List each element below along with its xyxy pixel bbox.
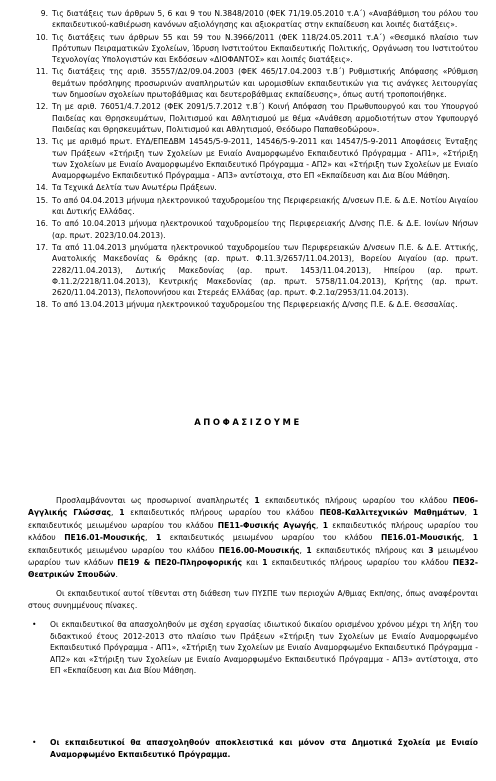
item-text: Τα Τεχνικά Δελτία των Ανωτέρω Πράξεων.: [52, 183, 217, 193]
decision-heading: ΑΠΟΦΑΣΙΖΟΥΜΕ: [194, 417, 302, 427]
hiring-paragraph: [28, 495, 478, 582]
emphasis-segment: ΠΕ19 & ΠΕ20-Πληροφορικής: [117, 558, 242, 568]
text-segment: ,: [316, 520, 323, 530]
bullet-icon: •: [32, 620, 37, 629]
list-item: [28, 737, 478, 760]
text-segment: εκπαιδευτικός πλήρους ωραρίου του κλάδου: [28, 520, 478, 543]
text-segment: ,: [461, 533, 473, 543]
item-number: 18.: [35, 300, 48, 310]
emphasis-segment: ΠΕ16.00-Μουσικής: [218, 545, 300, 555]
list-item: [28, 619, 478, 677]
list-item: [35, 66, 478, 100]
item-text: Τις διατάξεις της αριθ. 35557/Δ2/09.04.2003 (ΦΕΚ 465/17.04.2003 τ.Β΄) Ρυθμιστικής Απόφασης «Ρύθμιση θεμάτων πρόσληψης προσωρινών αναπληρωτών και ωρομισθίων εκπαιδευτικών για τις ανάγκες λειτουργίας των δημοσίων σχολείων πρωτοβάθμιας και δευτεροβάθμιας εκπαίδευσης», όπως αυτή τροποποιήθηκε.: [52, 67, 478, 100]
considerations-list: [35, 8, 478, 312]
text-segment: .: [115, 570, 118, 580]
assignment-paragraph: Οι εκπαιδευτικοί αυτοί τίθενται στη διάθεση των ΠΥΣΠΕ των περιοχών Α/θμιας Εκπ/σης, όπως αναφέρονται στους συνημμένους πίνακες.: [28, 589, 478, 611]
emphasis-segment: 1: [322, 520, 328, 530]
item-number: 10.: [35, 32, 48, 42]
text-segment: ,: [145, 533, 156, 543]
item-number: 9.: [40, 9, 48, 18]
item-text: Το από 04.04.2013 μήνυμα ηλεκτρονικού ταχυδρομείου της Περιφερειακής Δ/νσεων Π.Ε. & Δ.Ε. Νοτίου Αιγαίου και Δυτικής Ελλάδας.: [52, 195, 478, 217]
text-segment: εκπαιδευτικός πλήρους και: [311, 545, 429, 555]
item-number: 12.: [35, 102, 48, 112]
employment-terms-text: Οι εκπαιδευτικοί θα απασχοληθούν με σχέση εργασίας ιδιωτικού δικαίου ορισμένου χρόνου μέχρι τη λήξη του διδακτικού έτους 2012-2013 στο πλαίσιο των Πράξεων «Στήριξη των Σχολείων με Ενιαίο Αναμορφωμένο Εκπαιδευτικό Πρόγραμμα - ΑΠ1», «Στήριξη των Σχολείων με Ενιαίο Αναμορφωμένο Εκπαιδευτικό Πρόγραμμα - ΑΠ2» και «Στήριξη των Σχολείων με Ενιαίο Αναμορφωμένο Εκπαιδευτικό Πρόγραμμα - ΑΠ3» αντίστοιχα, στο ΕΠ «Εκπαίδευση και Δια Βίου Μάθηση.: [50, 620, 478, 676]
text-segment: εκπαιδευτικός πλήρους ωραρίου του κλάδου: [124, 508, 320, 518]
item-number: 11.: [35, 67, 48, 77]
item-number: 16.: [35, 219, 48, 229]
text-segment: ,: [299, 545, 307, 555]
text-segment: εκπαιδευτικός μειωμένου ωραρίου του κλάδου: [28, 520, 218, 530]
bullet-icon: •: [32, 738, 37, 747]
text-segment: εκπαιδευτικός πλήρους ωραρίου του κλάδου: [267, 558, 453, 568]
item-text: Το από 13.04.2013 μήνυμα ηλεκτρονικού ταχυδρομείου της Περιφερειακής Δ/νσης Π.Ε. & Δ.Ε. Θεσσαλίας.: [52, 300, 458, 310]
emphasis-segment: 1: [262, 558, 268, 568]
list-item: [35, 195, 478, 218]
item-text: Τις διατάξεις των άρθρων 55 και 59 του Ν.3966/2011 (ΦΕΚ 118/24.05.2011 τ.Α΄) «Θεσμικό πλαίσιο των Πρότυπων Πειραματικών Σχολείων, Ίδρυση Ινστιτούτου Εκπαιδευτικής Πολιτικής, Οργάνωση του Ινστιτούτου Τεχνολογίας Υπολογιστών και Εκδόσεων «ΔΙΟΦΑΝΤΟΣ» και λοιπές διατάξεις».: [52, 32, 478, 65]
text-segment: Προσλαμβάνονται ως προσωρινοί αναπληρωτές: [56, 496, 255, 505]
emphasis-segment: ΠΕ32-Θεατρικών Σπουδών: [28, 558, 478, 580]
list-item: [35, 242, 478, 298]
emphasis-segment: 1: [306, 545, 312, 555]
emphasis-segment: 1: [155, 533, 162, 543]
item-text: Τη με αριθ. 76051/4.7.2012 (ΦΕΚ 2091/5.7.2012 τ.Β΄) Κοινή Απόφαση του Πρωθυπουργού και του Υπουργού Παιδείας και Θρησκευμάτων, Πολιτισμού και Αθλητισμού με θέμα «Ανάθεση αρμοδιοτήτων στον Υφυπουργό Παιδείας και Θρησκευμάτων, Πολιτισμού και Αθλητισμού, Θεόδωρο Παπαθεοδώρου».: [52, 102, 478, 134]
emphasis-segment: ΠΕ11-Φυσικής Αγωγής: [217, 520, 317, 530]
text-segment: ,: [111, 508, 120, 518]
list-item: [35, 136, 478, 181]
item-text: Το από 10.04.2013 μήνυμα ηλεκτρονικού ταχυδρομείου της Περιφερειακής Δ/νσης Π.Ε. & Δ.Ε. Ιονίων Νήσων (αρ. πρωτ. 2023/10.04.2013).: [52, 219, 478, 240]
item-number: 14.: [35, 183, 48, 193]
list-item: [35, 32, 478, 66]
emphasis-segment: 3: [428, 545, 434, 555]
item-number: 13.: [35, 137, 48, 147]
emphasis-segment: ΠΕ06-Αγγλικής Γλώσσας: [28, 496, 478, 518]
exclusive-employment-text: Οι εκπαιδευτικοί θα απασχοληθούν αποκλειστικά και μόνον στα Δημοτικά Σχολεία με Ενιαίο Αναμορφωμένο Εκπαιδευτικό Πρόγραμμα.: [50, 738, 478, 759]
text-segment: εκπαιδευτικός μειωμένου ωραρίου του κλάδου: [161, 533, 381, 543]
bullet-list-1: [28, 619, 478, 677]
text-segment: μειωμένου ωραρίου των κλάδων: [28, 545, 478, 568]
text-segment: ,: [464, 508, 473, 518]
emphasis-segment: 1: [119, 508, 125, 518]
emphasis-segment: ΠΕ16.01-Μουσικής: [380, 533, 462, 543]
text-segment: και: [241, 558, 263, 568]
text-segment: εκπαιδευτικός πλήρους ωραρίου του κλάδου: [259, 496, 453, 505]
bullet-list-2: [28, 737, 478, 760]
list-item: [35, 218, 478, 241]
list-item: [40, 8, 478, 31]
list-item: [35, 182, 478, 193]
item-number: 15.: [35, 195, 48, 205]
item-text: Τις διατάξεις των άρθρων 5, 6 και 9 του Ν.3848/2010 (ΦΕΚ 71/19.05.2010 τ.Α΄) «Αναβάθμιση του ρόλου του εκπαιδευτικού-καθιέρωση κανόνων αξιολόγησης και αξιοκρατίας στην εκπαίδευση και λοιπές διατάξεις».: [52, 9, 478, 30]
emphasis-segment: 1: [254, 496, 260, 505]
item-text: Τα από 11.04.2013 μηνύματα ηλεκτρονικού ταχυδρομείου των Περιφερειακών Δ/νσεων Π.Ε. & Δ.Ε. Αττικής, Ανατολικής Μακεδονίας & Θράκης (αρ. πρωτ. Φ.11.3/2657/11.04.2013), Βορείου Αιγαίου (αρ. πρωτ. 2282/11.04.2013), Δυτικής Μακεδονίας (αρ. πρωτ. 1453/11.04.2013), Ηπείρου (αρ. πρωτ. Φ.11.2/2218/11.04.2013), Κεντρικής Μακεδονίας (αρ. πρωτ. 5758/11.04.2013), Κρήτης (αρ. πρωτ. 2620/11.04.2013), Πελοποννήσου και Στερεάς Ελλάδας (αρ. πρωτ. Φ.2.1α/2953/11.04.2013).: [52, 242, 478, 298]
emphasis-segment: 1: [472, 533, 479, 543]
item-number: 17.: [35, 242, 48, 252]
list-item: [35, 101, 478, 135]
emphasis-segment: 1: [472, 508, 478, 518]
emphasis-segment: ΠΕ16.01-Μουσικής: [64, 533, 145, 543]
item-text: Τις με αριθμό πρωτ. ΕΥΔ/ΕΠΕΔΒΜ 14545/5-9-2011, 14546/5-9-2011 και 14547/5-9-2011 Αποφάσεις Ένταξης των Πράξεων «Στήριξη των Σχολείων με Ενιαίο Αναμορφωμένο Εκπαιδευτικό Πρόγραμμα - ΑΠ1», «Στήριξη των Σχολείων με Ενιαίο Αναμορφωμένο Εκπαιδευτικό Πρόγραμμα - ΑΠ2» και «Στήριξη των Σχολείων με Ενιαίο Αναμορφωμένο Εκπαιδευτικό Πρόγραμμα - ΑΠ3» αντίστοιχα, στο ΕΠ «Εκπαίδευση και Δια Βίου Μάθηση.: [52, 137, 478, 181]
text-segment: εκπαιδευτικός μειωμένου ωραρίου του κλάδου: [28, 545, 219, 555]
emphasis-segment: ΠΕ08-Καλλιτεχνικών Μαθημάτων: [319, 508, 465, 518]
list-item: [35, 299, 478, 310]
